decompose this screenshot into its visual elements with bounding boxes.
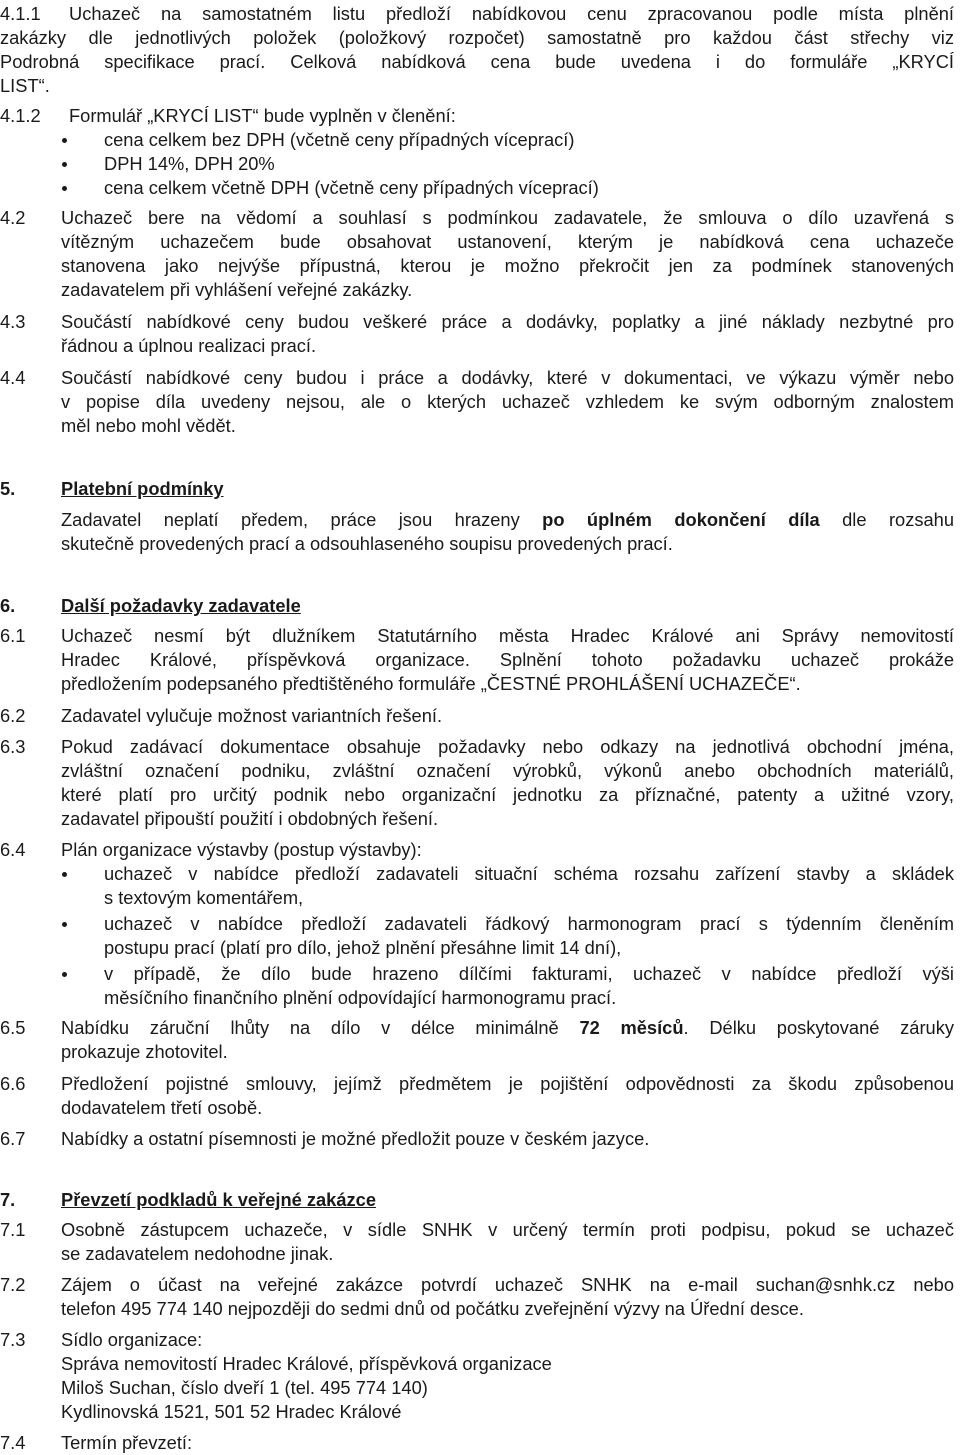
paragraph-text: zadavatelem při vyhlášení veřejné zakázky. <box>61 279 413 300</box>
section-number: 4.1.2 <box>0 105 41 126</box>
paragraph-text: Miloš Suchan, číslo dveří 1 (tel. 495 774 140) <box>61 1377 428 1398</box>
section-6-3-line-3 <box>0 783 960 807</box>
section-number: 7.2 <box>0 1274 26 1295</box>
paragraph-text: předložením podepsaného předtištěného formuláře „ČESTNÉ PROHLÁŠENÍ UCHAZEČE“. <box>61 673 801 694</box>
text-run: Zadavatel neplatí předem, práce jsou hrazeny <box>61 509 543 530</box>
paragraph-text: Osobně zástupcem uchazeče, v sídle SNHK v určený termín proti podpisu, pokud se uchazeč <box>61 1219 954 1240</box>
paragraph-text: Podrobná specifikace prací. Celková nabídková cena bude uvedena i do formuláře „KRYCÍ <box>0 51 954 72</box>
paragraph-text: Uchazeč bere na vědomí a souhlasí s podmínkou zadavatele, že smlouva o dílo uzavřená s <box>61 207 954 228</box>
bullet-icon <box>62 872 67 877</box>
paragraph-text: zakázky dle jednotlivých položek (položkový rozpočet) samostatně pro každou část střechy viz <box>0 27 954 48</box>
section-6-1-line-3 <box>0 672 960 696</box>
section-7-2-line-2 <box>0 1297 960 1321</box>
text-run: Nabídku záruční lhůty na dílo v délce minimálně <box>61 1017 580 1038</box>
section-number: 6.4 <box>0 839 26 860</box>
list-item-text: měsíčního finančního plnění odpovídající harmonogramu prací. <box>104 987 617 1008</box>
paragraph-text <box>61 508 954 532</box>
paragraph-text: dodavatelem třetí osobě. <box>61 1097 263 1118</box>
section-6-3-line-2 <box>0 759 960 783</box>
section-number: 6.6 <box>0 1073 26 1094</box>
list-item-continuation <box>0 936 960 960</box>
section-6-1-line-2 <box>0 648 960 672</box>
paragraph-text: Formulář „KRYCÍ LIST“ bude vyplněn v členění: <box>69 105 456 126</box>
section-7-1-line-2 <box>0 1242 960 1266</box>
list-item <box>0 152 960 176</box>
bullet-icon <box>62 922 67 927</box>
paragraph-text: Správa nemovitostí Hradec Králové, příspěvková organizace <box>61 1353 552 1374</box>
section-4-4-line-2 <box>0 390 960 414</box>
paragraph-text: Kydlinovská 1521, 501 52 Hradec Králové <box>61 1401 402 1422</box>
bullet-icon <box>62 186 67 191</box>
section-number: 4.3 <box>0 311 26 332</box>
section-6-6-line-1 <box>0 1072 960 1096</box>
section-6-5-line-2 <box>0 1040 960 1064</box>
bullet-icon <box>62 138 67 143</box>
section-4-1-1-line-2 <box>0 26 960 50</box>
section-number: 6.5 <box>0 1017 26 1038</box>
section-4-1-1-line-1 <box>0 2 960 26</box>
list-item <box>0 862 960 886</box>
list-item-text: DPH 14%, DPH 20% <box>104 153 275 174</box>
section-4-1-1-line-3 <box>0 50 960 74</box>
section-title: Platební podmínky <box>61 478 224 499</box>
section-6-3-line-1 <box>0 735 960 759</box>
section-6-3-line-4 <box>0 807 960 831</box>
paragraph-text: Součástí nabídkové ceny budou veškeré práce a dodávky, poplatky a jiné náklady nezbytné pro <box>61 311 954 332</box>
section-5-heading <box>0 477 960 501</box>
list-item-text: cena celkem včetně DPH (včetně ceny případných víceprací) <box>104 177 599 198</box>
section-4-4-line-3 <box>0 414 960 438</box>
organization-address <box>0 1400 960 1424</box>
list-item <box>0 176 960 200</box>
paragraph-text: LIST“. <box>0 75 50 96</box>
paragraph-text: zvláštní označení podniku, zvláštní označení výrobků, výkonů anebo obchodních materiálů, <box>61 760 954 781</box>
list-item-text: postupu prací (platí pro dílo, jehož plnění přesáhne limit 14 dní), <box>104 937 622 958</box>
contact-person <box>0 1376 960 1400</box>
paragraph-text: stanovena jako nejvýše přípustná, kterou je možno překročit jen za podmínek stanovených <box>61 255 954 276</box>
paragraph-text: Uchazeč na samostatném listu předloží nabídkovou cenu zpracovanou podle místa plnění <box>69 3 954 24</box>
paragraph-text: Uchazeč nesmí být dlužníkem Statutárního města Hradec Králové ani Správy nemovitostí <box>61 625 954 646</box>
paragraph-text: skutečně provedených prací a odsouhlaseného soupisu provedených prací. <box>61 533 673 554</box>
paragraph-text: Zájem o účast na veřejné zakázce potvrdí uchazeč SNHK na e-mail suchan@snhk.cz nebo <box>61 1274 954 1295</box>
list-item-text: cena celkem bez DPH (včetně ceny případných víceprací) <box>104 129 575 150</box>
section-4-1-2-intro <box>0 104 960 128</box>
section-number: 6. <box>0 595 16 616</box>
section-6-6-line-2 <box>0 1096 960 1120</box>
section-number: 6.2 <box>0 705 26 726</box>
paragraph-text: vítězným uchazečem bude obsahovat ustanovení, kterým je nabídková cena uchazeče <box>61 231 954 252</box>
paragraph-text: Sídlo organizace: <box>61 1329 203 1350</box>
section-6-7 <box>0 1127 960 1151</box>
section-number: 7. <box>0 1189 16 1210</box>
section-number: 6.3 <box>0 736 26 757</box>
list-item <box>0 128 960 152</box>
section-4-3-line-2 <box>0 334 960 358</box>
section-title: Převzetí podkladů k veřejné zakázce <box>61 1189 376 1210</box>
section-6-1-line-1 <box>0 624 960 648</box>
section-6-5-line-1 <box>0 1016 960 1040</box>
organization-name <box>0 1352 960 1376</box>
section-4-2-line-4 <box>0 278 960 302</box>
paragraph-text: řádnou a úplnou realizaci prací. <box>61 335 317 356</box>
section-7-2-line-1 <box>0 1273 960 1297</box>
text-run: dle rozsahu <box>819 509 955 530</box>
section-7-1-line-1 <box>0 1218 960 1242</box>
list-item-continuation <box>0 886 960 910</box>
section-6-4-intro <box>0 838 960 862</box>
paragraph-text: zadavatel připouští použití i obdobných řešení. <box>61 808 439 829</box>
paragraph-text: v popise díla uvedeny nejsou, ale o kterých uchazeč vzhledem ke svým odborným znalostem <box>61 391 954 412</box>
list-item <box>0 912 960 936</box>
section-4-4-line-1 <box>0 366 960 390</box>
paragraph-text: které platí pro určitý podnik nebo organizační jednotku za příznačné, patenty a užitné vzory, <box>61 784 954 805</box>
list-item-text: v případě, že dílo bude hrazeno dílčími fakturami, uchazeč v nabídce předloží výši <box>104 963 954 984</box>
section-number: 6.1 <box>0 625 26 646</box>
paragraph-text: Termín převzetí: <box>61 1432 193 1453</box>
bullet-icon <box>62 972 67 977</box>
section-number: 7.4 <box>0 1432 26 1453</box>
section-number: 6.7 <box>0 1128 26 1149</box>
bullet-icon <box>62 162 67 167</box>
paragraph-text: se zadavatelem nedohodne jinak. <box>61 1243 334 1264</box>
section-4-2-line-3 <box>0 254 960 278</box>
section-number: 7.1 <box>0 1219 26 1240</box>
section-number: 7.3 <box>0 1329 26 1350</box>
paragraph-text: Zadavatel vylučuje možnost variantních řešení. <box>61 705 443 726</box>
section-number: 4.4 <box>0 367 26 388</box>
section-4-2-line-1 <box>0 206 960 230</box>
paragraph-text: Pokud zadávací dokumentace obsahuje požadavky nebo odkazy na jednotlivá obchodní jména, <box>61 736 954 757</box>
paragraph-text: prokazuje zhotovitel. <box>61 1041 228 1062</box>
list-item-continuation <box>0 986 960 1010</box>
paragraph-text: Hradec Králové, příspěvková organizace. Splnění tohoto požadavku uchazeč prokáže <box>61 649 954 670</box>
section-4-3-line-1 <box>0 310 960 334</box>
paragraph-text: Předložení pojistné smlouvy, jejímž předmětem je pojištění odpovědnosti za škodu způsobenou <box>61 1073 954 1094</box>
section-4-2-line-2 <box>0 230 960 254</box>
emphasis-text: 72 měsíců <box>579 1017 684 1038</box>
section-title: Další požadavky zadavatele <box>61 595 301 616</box>
section-6-2 <box>0 704 960 728</box>
list-item-text: s textovým komentářem, <box>104 887 304 908</box>
section-7-4 <box>0 1431 960 1455</box>
paragraph-text: měl nebo mohl vědět. <box>61 415 236 436</box>
text-run: . Délku poskytované záruky <box>683 1017 955 1038</box>
section-5-line-1 <box>0 508 960 532</box>
list-item-text: uchazeč v nabídce předloží zadavateli situační schéma rozsahu zařízení stavby a skládek <box>104 863 954 884</box>
section-4-1-1-line-4 <box>0 74 960 98</box>
section-number: 4.2 <box>0 207 26 228</box>
section-number: 4.1.1 <box>0 3 41 24</box>
section-6-heading <box>0 594 960 618</box>
paragraph-text <box>61 1016 954 1040</box>
list-item <box>0 962 960 986</box>
paragraph-text: Plán organizace výstavby (postup výstavby): <box>61 839 422 860</box>
paragraph-text: telefon 495 774 140 nejpozději do sedmi dnů od počátku zveřejnění výzvy na Úřední desce. <box>61 1298 804 1319</box>
emphasis-text: po úplném dokončení díla <box>542 509 820 530</box>
list-item-text: uchazeč v nabídce předloží zadavateli řádkový harmonogram prací s týdenním členěním <box>104 913 954 934</box>
section-7-heading <box>0 1188 960 1212</box>
paragraph-text: Nabídky a ostatní písemnosti je možné předložit pouze v českém jazyce. <box>61 1128 650 1149</box>
section-7-3-label <box>0 1328 960 1352</box>
section-5-line-2 <box>0 532 960 556</box>
paragraph-text: Součástí nabídkové ceny budou i práce a dodávky, které v dokumentaci, ve výkazu výměr nebo <box>61 367 954 388</box>
section-number: 5. <box>0 478 16 499</box>
